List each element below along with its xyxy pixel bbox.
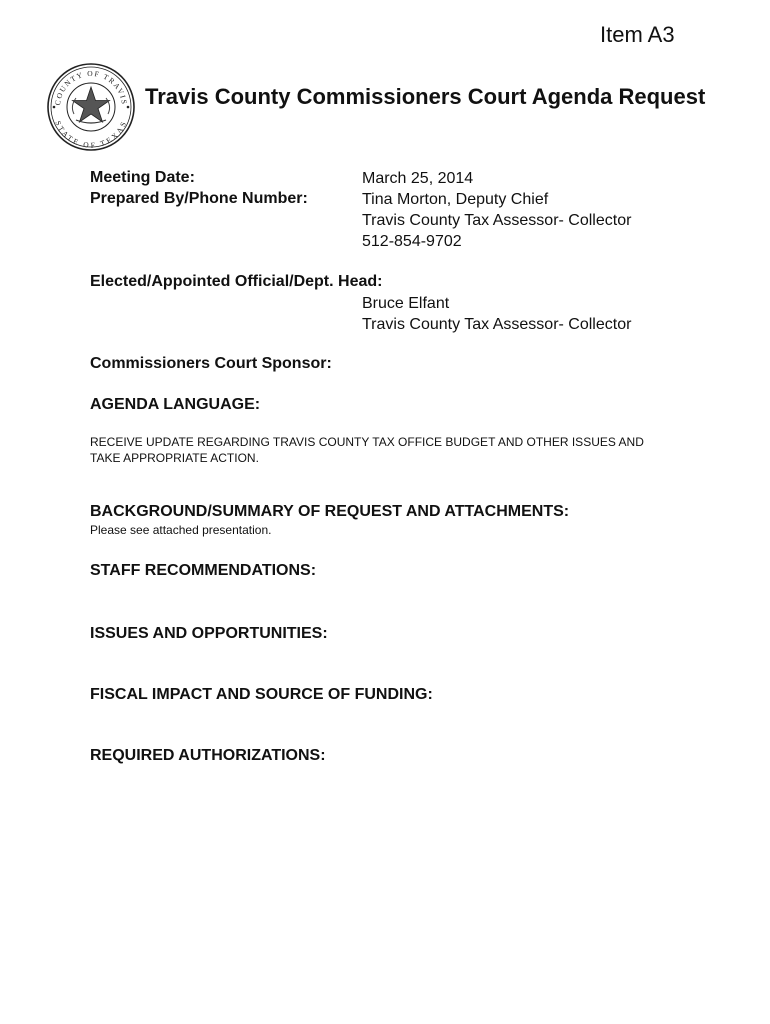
travis-county-seal bbox=[46, 62, 136, 152]
official-label: Elected/Appointed Official/Dept. Head: bbox=[90, 273, 383, 290]
official-name: Bruce Elfant bbox=[362, 295, 450, 312]
seal-bottom-text: STATE OF TEXAS bbox=[53, 119, 129, 150]
agenda-language-line-1: RECEIVE UPDATE REGARDING TRAVIS COUNTY TAX OFFICE BUDGET AND OTHER ISSUES AND bbox=[90, 435, 644, 449]
seal-top-text: COUNTY OF TRAVIS bbox=[52, 68, 130, 106]
page-title: Travis County Commissioners Court Agenda Request bbox=[145, 84, 706, 109]
official-office: Travis County Tax Assessor- Collector bbox=[362, 316, 632, 333]
item-label: Item A3 bbox=[600, 22, 675, 47]
prepared-by-label: Prepared By/Phone Number: bbox=[90, 190, 308, 207]
prepared-by-name: Tina Morton, Deputy Chief bbox=[362, 191, 549, 208]
prepared-by-office: Travis County Tax Assessor- Collector bbox=[362, 212, 632, 229]
meeting-date-label: Meeting Date: bbox=[90, 169, 195, 186]
seal-star-icon bbox=[73, 87, 110, 122]
background-heading: BACKGROUND/SUMMARY OF REQUEST AND ATTACHMENTS: bbox=[90, 503, 570, 520]
meeting-date-value: March 25, 2014 bbox=[362, 170, 474, 187]
required-authorizations-heading: REQUIRED AUTHORIZATIONS: bbox=[90, 747, 326, 764]
svg-text:STATE OF TEXAS bbox=[53, 119, 128, 149]
agenda-language-heading: AGENDA LANGUAGE: bbox=[90, 396, 261, 413]
background-text: Please see attached presentation. bbox=[90, 523, 272, 537]
fiscal-impact-heading: FISCAL IMPACT AND SOURCE OF FUNDING: bbox=[90, 686, 433, 703]
issues-opportunities-heading: ISSUES AND OPPORTUNITIES: bbox=[90, 625, 328, 642]
sponsor-label: Commissioners Court Sponsor: bbox=[90, 355, 332, 372]
staff-recommendations-heading: STAFF RECOMMENDATIONS: bbox=[90, 562, 317, 579]
prepared-by-phone: 512-854-9702 bbox=[362, 233, 462, 250]
agenda-language-line-2: TAKE APPROPRIATE ACTION. bbox=[90, 451, 259, 465]
